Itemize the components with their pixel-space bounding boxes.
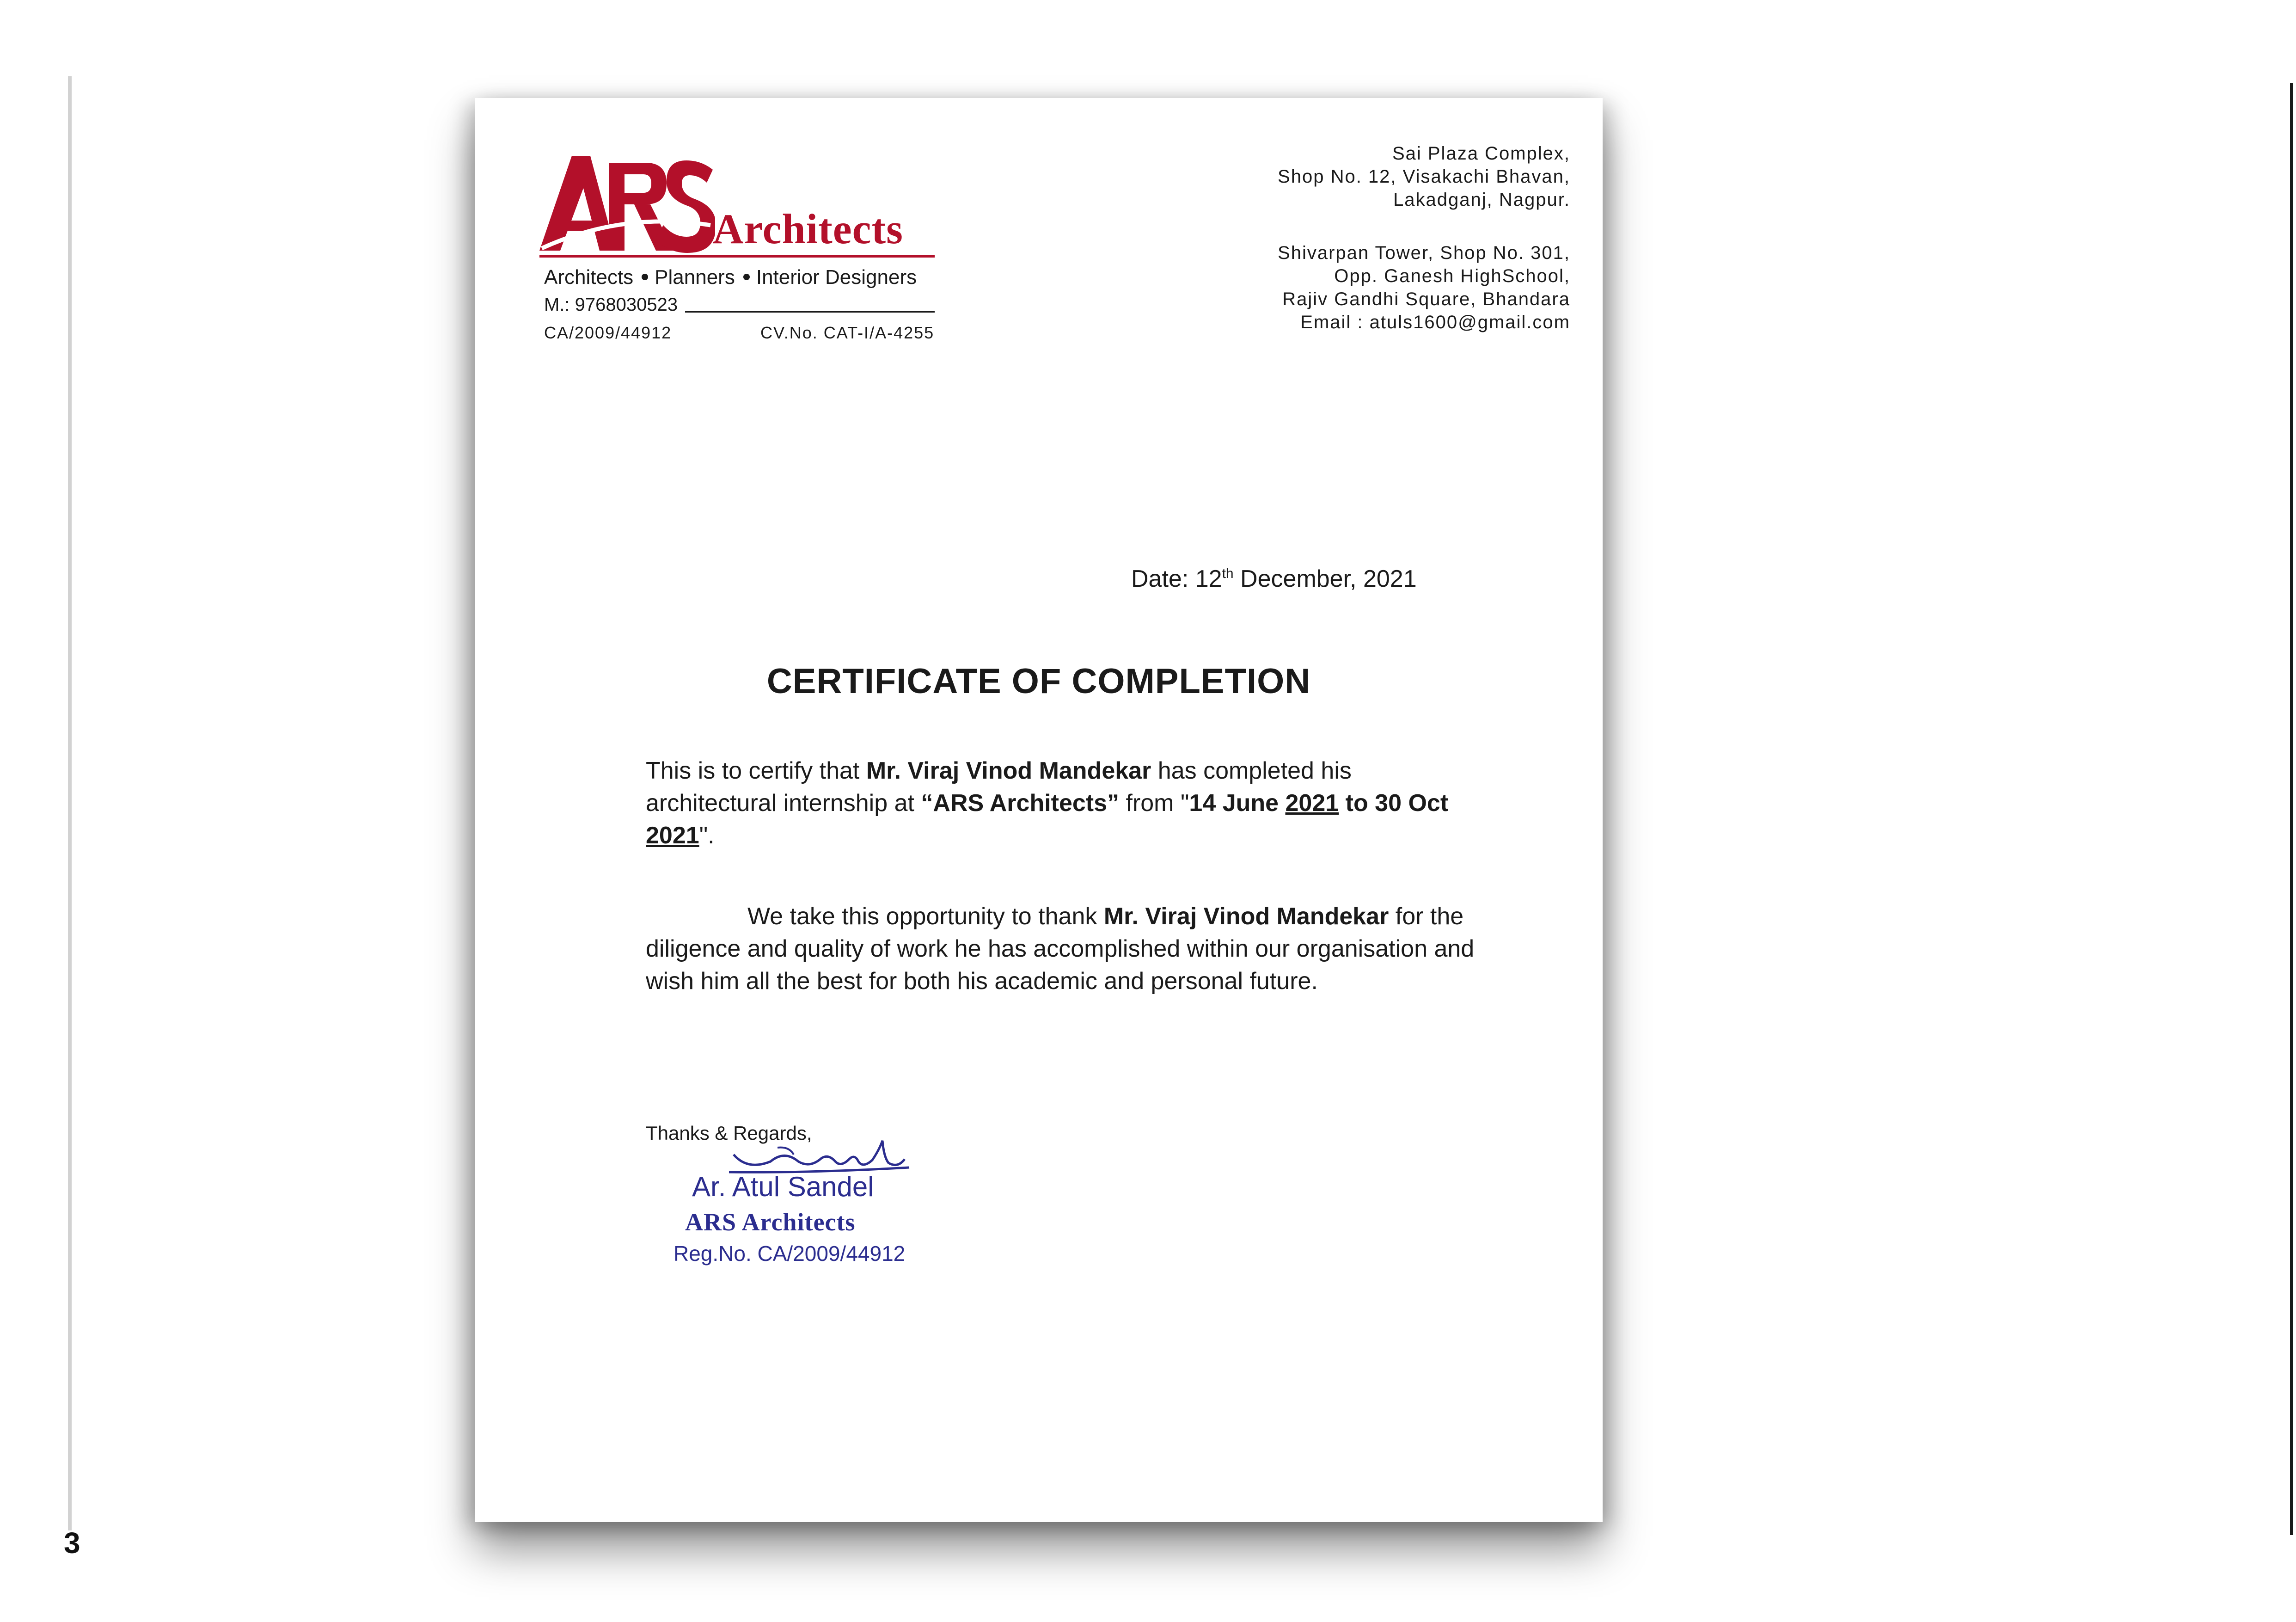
tagline-planners: Planners [655, 266, 735, 289]
ars-logo-mark-icon [539, 156, 715, 258]
firm-name: “ARS Architects” [921, 790, 1120, 817]
intern-name: Mr. Viraj Vinod Mandekar [866, 757, 1151, 784]
to-year: 2021 [646, 822, 699, 849]
address-nagpur [1278, 142, 1570, 211]
logo-firm-word: Architects [713, 205, 903, 252]
certificate-sheet [475, 98, 1603, 1522]
tagline-architects: Architects [544, 266, 634, 289]
text-run: We take this opportunity to thank [747, 903, 1104, 930]
text-run: for the diligence and quality of work he has accomplished within our organisation and wish him all the best for both his academic and personal future. [646, 903, 1475, 995]
stamp-firm-name: ARS Architects [685, 1208, 856, 1236]
address-line: Shop No. 12, Visakachi Bhavan, [1278, 166, 1570, 187]
bullet-icon [642, 274, 648, 280]
address-line: Rajiv Gandhi Square, Bhandara [1282, 289, 1570, 309]
text-run: from " [1119, 790, 1189, 817]
date-ordinal: th [1222, 566, 1234, 581]
text-run: ". [699, 822, 715, 849]
date-day: Date: 12 [1131, 565, 1222, 592]
certificate-date [1131, 565, 1417, 593]
bullet-icon [743, 274, 750, 280]
address-line: Lakadganj, Nagpur. [1393, 190, 1570, 210]
logo-divider [539, 255, 935, 258]
address-line: Sai Plaza Complex, [1392, 143, 1570, 164]
tagline-interior-designers: Interior Designers [756, 266, 917, 289]
from-date: 14 June [1189, 790, 1286, 817]
address-line: Shivarpan Tower, Shop No. 301, [1278, 243, 1570, 263]
intern-name: Mr. Viraj Vinod Mandekar [1103, 903, 1389, 930]
right-margin-rule [2290, 83, 2293, 1535]
letterhead-logo [539, 156, 946, 350]
certificate-title: CERTIFICATE OF COMPLETION [766, 662, 1311, 701]
cv-number: CV.No. CAT-I/A-4255 [760, 323, 935, 342]
text-run: This is to certify that [646, 757, 866, 784]
regards-text: Thanks & Regards, [646, 1122, 812, 1144]
page-number: 3 [64, 1526, 80, 1560]
mobile-underline [685, 311, 935, 313]
signatory-name: Ar. Atul Sandel [692, 1171, 874, 1202]
logo-tagline [544, 266, 917, 289]
stamp-registration: Reg.No. CA/2009/44912 [673, 1241, 906, 1266]
to-date: to 30 Oct [1339, 790, 1449, 817]
from-year: 2021 [1285, 790, 1339, 817]
thanks-paragraph [646, 900, 1478, 997]
certification-paragraph [646, 755, 1478, 852]
mobile-number: M.: 9768030523 [544, 295, 678, 315]
registration-number: CA/2009/44912 [544, 323, 672, 342]
left-margin-rule [68, 76, 72, 1530]
address-line: Opp. Ganesh HighSchool, [1334, 266, 1570, 286]
address-bhandara [1278, 241, 1570, 334]
email-address: Email : atuls1600@gmail.com [1300, 312, 1570, 332]
date-month-year: December, 2021 [1233, 565, 1417, 592]
text-run: has completed his architectural internship at [646, 757, 1352, 817]
